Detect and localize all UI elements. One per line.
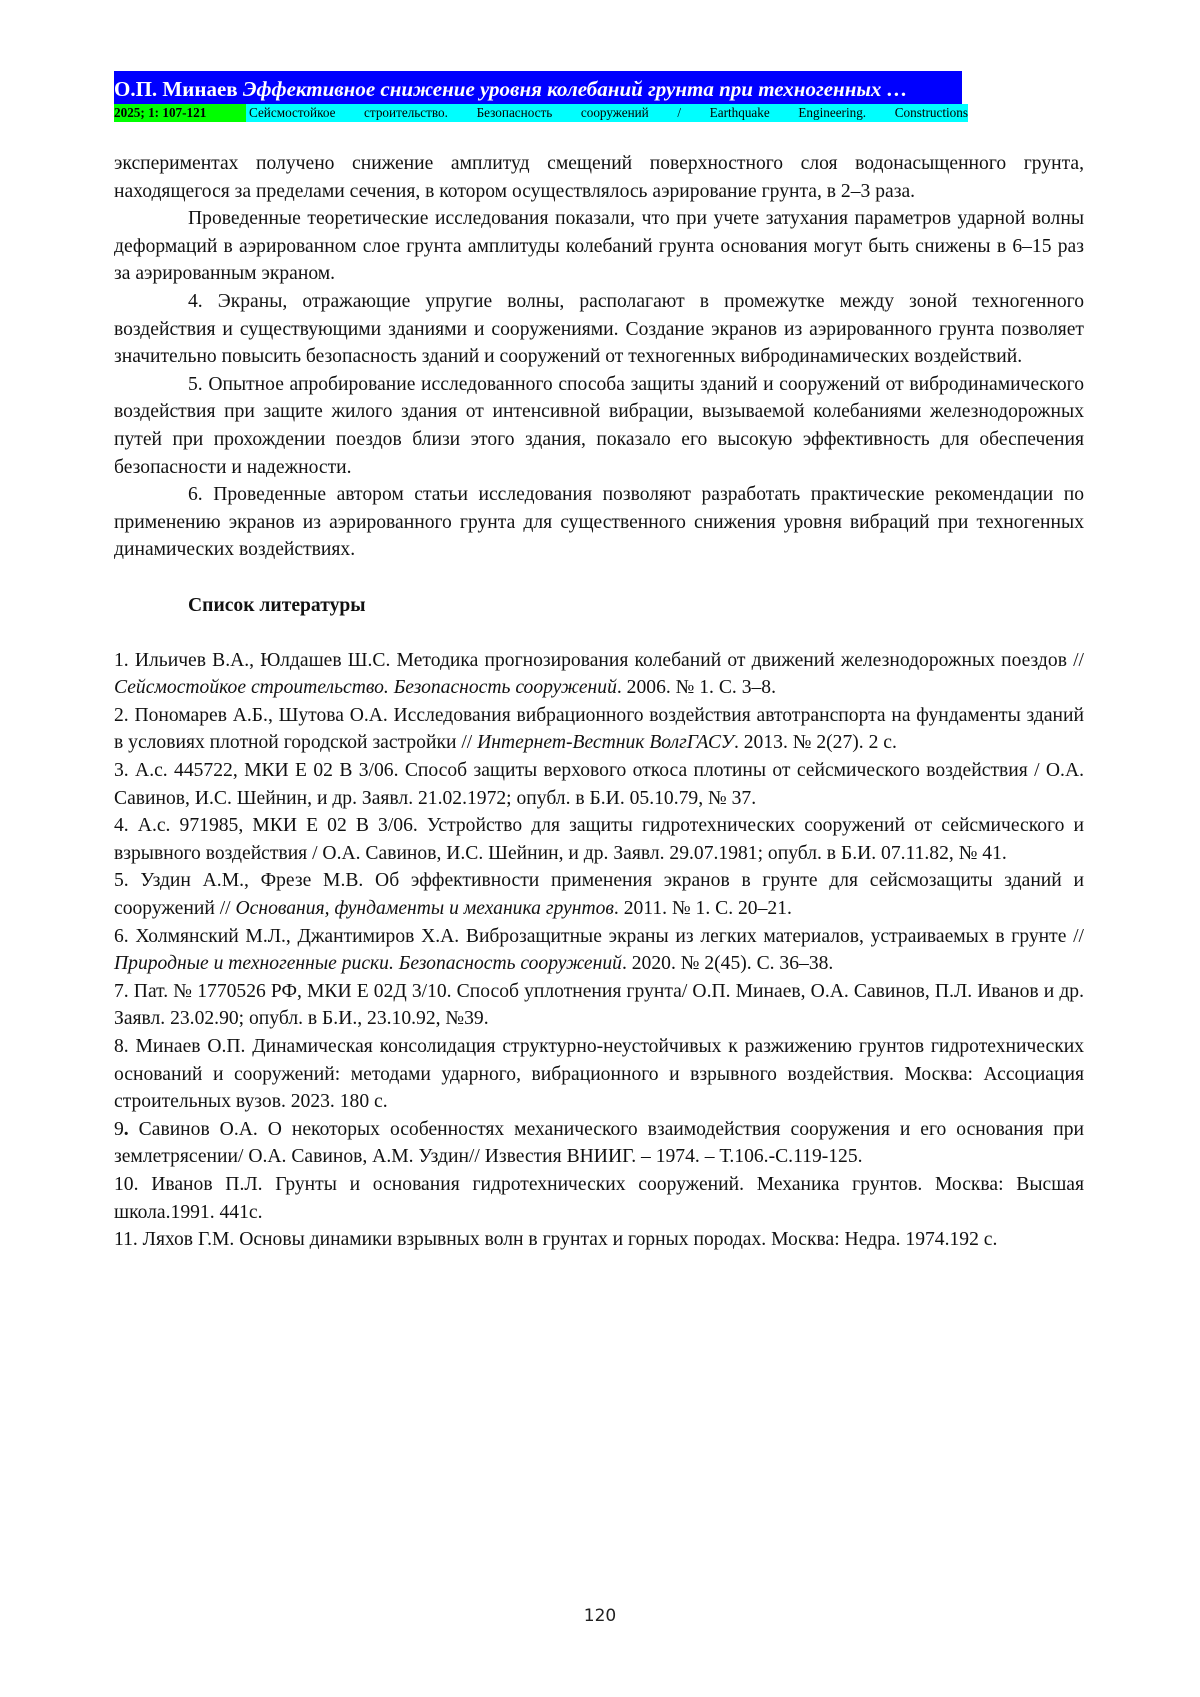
reference-item bbox=[114, 647, 1084, 702]
running-header bbox=[114, 71, 968, 122]
paragraph-conclusion-5: 5. Опытное апробирование исследованного способа защиты зданий и сооружений от вибродинамического воздействия при защите жилого здания от интенсивной вибрации, вызываемой колебаниями железнодорожных путей при прохождении поездов близи этого здания, показало его высокую эффективность для обеспечения безопасности и надежности. bbox=[114, 373, 1084, 478]
reference-details: . 2013. № 2(27). 2 с. bbox=[733, 732, 897, 754]
reference-details: . 2011. № 1. С. 20–21. bbox=[613, 898, 792, 920]
paragraph-conclusion-4: 4. Экраны, отражающие упругие волны, располагают в промежутке между зоной техногенного воздействия и существующими зданиями и сооружениями. Создание экранов из аэрированного грунта позволяет значительно повысить безопасность зданий и сооружений от техногенных вибродинамических воздействий. bbox=[114, 290, 1084, 368]
references-heading: Список литературы bbox=[188, 594, 366, 616]
reference-item bbox=[114, 1116, 1084, 1171]
reference-text: 5. Уздин А.М., Фрезе М.В. Об эффективности применения экранов в грунте для сейсмозащиты зданий и сооружений // bbox=[114, 870, 1084, 920]
reference-text: 1. Ильичев В.А., Юлдашев Ш.С. Методика прогнозирования колебаний от движений железнодорожных поездов // bbox=[114, 649, 1084, 671]
reference-item bbox=[114, 1226, 1084, 1254]
reference-item bbox=[114, 923, 1084, 978]
reference-item bbox=[114, 702, 1084, 757]
header-author: О.П. Минаев bbox=[114, 77, 238, 101]
reference-number-separator: . bbox=[123, 1118, 129, 1140]
reference-text: 2. Пономарев А.Б., Шутова О.А. Исследования вибрационного воздействия автотранспорта на фундаменты зданий в условиях плотной городской застройки // bbox=[114, 704, 1084, 754]
reference-item bbox=[114, 978, 1084, 1033]
reference-item bbox=[114, 757, 1084, 812]
reference-item bbox=[114, 1171, 1084, 1226]
header-journal-bar bbox=[114, 104, 968, 122]
page-body bbox=[114, 150, 1084, 1254]
page-number: 120 bbox=[583, 1606, 617, 1626]
reference-text: 7. Пат. № 1770526 РФ, МКИ Е 02Д 3/10. Способ уплотнения грунта/ О.П. Минаев, О.А. Савинов, П.Л. Иванов и др. Заявл. 23.02.90; опубл. в Б.И., 23.10.92, №39. bbox=[114, 980, 1084, 1030]
reference-text: 3. А.с. 445722, МКИ Е 02 В 3/06. Способ защиты верхового откоса плотины от сейсмического воздействия / О.А. Савинов, И.С. Шейнин, и др. Заявл. 21.02.1972; опубл. в Б.И. 05.10.79, № 37. bbox=[114, 760, 1084, 809]
reference-item bbox=[114, 812, 1084, 867]
paragraph-conclusion-6: 6. Проведенные автором статьи исследования позволяют разработать практические рекомендации по применению экранов из аэрированного грунта для существенного снижения уровня вибраций при техногенных динамических воздействиях. bbox=[114, 484, 1084, 561]
reference-item bbox=[114, 867, 1084, 922]
reference-item bbox=[114, 1033, 1084, 1116]
header-issue: 2025; 1: 107-121 bbox=[114, 104, 246, 122]
reference-text: 4. А.с. 971985, МКИ Е 02 В 3/06. Устройство для защиты гидротехнических сооружений от сейсмического и взрывного воздействия / О.А. Савинов, И.С. Шейнин, и др. Заявл. 29.07.1981; опубл. в Б.И. 07.11.82, № 41. bbox=[114, 815, 1084, 864]
header-article-title: Эффективное снижение уровня колебаний грунта при техногенных … bbox=[242, 77, 908, 101]
paragraph-theoretical-results: Проведенные теоретические исследования показали, что при учете затухания параметров ударной волны деформаций в аэрированном слое грунта амплитуды колебаний грунта основания могут быть снижены в 6–15 раз за аэрированным экраном. bbox=[114, 208, 1084, 285]
reference-text: 10. Иванов П.Л. Грунты и основания гидротехнических сооружений. Механика грунтов. Москва: Высшая школа.1991. 441с. bbox=[114, 1173, 1084, 1223]
reference-text: 11. Ляхов Г.М. Основы динамики взрывных волн в грунтах и горных породах. Москва: Недра. 1974.192 с. bbox=[114, 1229, 998, 1251]
references-list bbox=[114, 647, 1084, 1254]
reference-details: . 2020. № 2(45). С. 36–38. bbox=[621, 953, 834, 975]
reference-text: Савинов О.А. О некоторых особенностях механического взаимодействия сооружения и его основания при землетрясении/ О.А. Савинов, А.М. Уздин// Известия ВНИИГ. – 1974. – Т.106.-С.119-125. bbox=[114, 1118, 1084, 1168]
reference-source: Природные и техногенные риски. Безопасность сооружений bbox=[114, 953, 622, 975]
reference-text: 6. Холмянский М.Л., Джантимиров Х.А. Виброзащитные экраны из легких материалов, устраиваемых в грунте // bbox=[114, 925, 1084, 947]
reference-number: 9 bbox=[114, 1118, 124, 1140]
reference-source: Основания, фундаменты и механика грунтов bbox=[235, 898, 614, 920]
paragraph-continuation: экспериментах получено снижение амплитуд смещений поверхностного слоя водонасыщенного грунта, находящегося за пределами сечения, в котором осуществлялось аэрирование грунта, в 2–3 раза. bbox=[114, 153, 1084, 202]
reference-source: Сейсмостойкое строительство. Безопасность сооружений bbox=[114, 677, 617, 699]
header-journal-name: Сейсмостойкое строительство. Безопасность сооружений / Earthquake Engineering. Constructions bbox=[246, 104, 968, 122]
header-title-bar bbox=[114, 71, 962, 104]
reference-text: 8. Минаев О.П. Динамическая консолидация структурно-неустойчивых к разжижению грунтов гидротехнических оснований и сооружений: методами ударного, вибрационного и взрывного воздействия. Москва: Ассоциация строительных вузов. 2023. 180 с. bbox=[114, 1036, 1084, 1113]
reference-source: Интернет-Вестник ВолгГАСУ bbox=[477, 732, 734, 754]
reference-details: . 2006. № 1. С. 3–8. bbox=[616, 677, 776, 699]
